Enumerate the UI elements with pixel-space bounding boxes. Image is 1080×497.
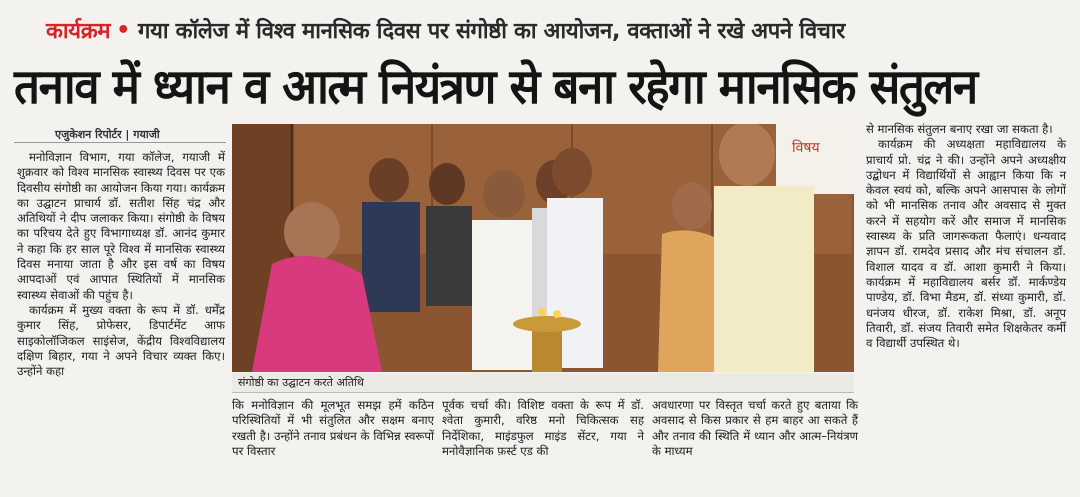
event-photo [232, 124, 854, 372]
paragraph: पूर्वक चर्चा की। विशिष्ट वक्ता के रूप में डॉ. श्वेता कुमारी, वरिष्ठ मनो चिकित्सक सह निर्देशिका, माइंडफुल माइंड सेंटर, गया ने मनोवैज्ञानिक फ़र्स्ट एड की [442, 398, 644, 458]
photo-illustration [232, 124, 854, 372]
paragraph: मनोविज्ञान विभाग, गया कॉलेज, गयाजी में शुक्रवार को विश्व मानसिक स्वास्थ्य दिवस पर एक दिवसीय संगोष्ठी का आयोजन किया गया। कार्यक्रम का उद्घाटन प्राचार्य डॉ. सतीश सिंह चंद्र और अतिथियों ने दीप जलाकर किया। संगोष्ठी के विषय का परिचय देते हुए विभागाध्यक्ष डॉ. आनंद कुमार ने कहा कि हर साल पूरे विश्व में मानसिक स्वास्थ्य दिवस मनाया जाता है और इस वर्ष का विषय आपदाओं एवं आपात स्थितियों में मानसिक स्वास्थ्य सेवाओं की पहुंच है। [17, 150, 225, 302]
paragraph: कार्यक्रम में मुख्य वक्ता के रूप में डॉ. धर्मेंद्र कुमार सिंह, प्रोफेसर, डिपार्टमेंट आफ साइकोलॉजिकल साइंसेज, केंद्रीय विश्वविद्यालय दक्षिण बिहार, गया ने अपने विचार व्यक्त किए। उन्होंने कहा [17, 302, 225, 379]
paragraph: अवधारणा पर विस्तृत चर्चा करते हुए बताया कि अवसाद से किस प्रकार से हम बाहर आ सकते हैं और तनाव की स्थिति में ध्यान और आत्म–नियंत्रण के माध्यम [652, 398, 858, 458]
byline: एजुकेशन रिपोर्टर | गयाजी [55, 128, 160, 141]
headline: तनाव में ध्यान व आत्म नियंत्रण से बना रहेगा मानसिक संतुलन [14, 59, 977, 115]
article-column-2 [232, 398, 434, 459]
article-column-1 [17, 150, 225, 379]
category-label: कार्यक्रम [46, 19, 111, 44]
paragraph: कि मनोविज्ञान की मूलभूत समझ हमें कठिन परिस्थितियों में भी संतुलित और सक्षम बनाए रखती है। उन्होंने तनाव प्रबंधन के विभिन्न स्वरूपों पर विस्तार [232, 398, 434, 458]
paragraph: कार्यक्रम की अध्यक्षता महाविद्यालय के प्राचार्य प्रो. चंद्र ने की। उन्होंने अपने अध्यक्षीय उद्बोधन में विद्यार्थियों से आह्वान किया कि न केवल स्वयं को, बल्कि अपने आसपास के लोगों को भी मानसिक तनाव और अवसाद से मुक्त करने में सहयोग करें और समाज में मानसिक स्वास्थ्य के प्रति जागरूकता फैलाएं। धन्यवाद ज्ञापन डॉ. रामदेव प्रसाद और मंच संचालन डॉ. विशाल यादव व डॉ. आशा कुमारी ने किया। कार्यक्रम में महाविद्यालय बर्सर डॉ. मार्कण्डेय पाण्डेय, डॉ. विभा मैडम, डॉ. संध्या कुमारी, डॉ. धनंजय धीरज, डॉ. राकेश मिश्रा, डॉ. अनूप तिवारी, डॉ. संजय तिवारी समेत शिक्षकेतर कर्मी व विद्यार्थी उपस्थित थे। [866, 137, 1066, 351]
kicker-line [46, 14, 1066, 46]
byline-divider [14, 142, 226, 143]
article-column-3 [442, 398, 644, 459]
bullet-icon: • [116, 17, 130, 43]
paragraph: से मानसिक संतुलन बनाए रखा जा सकता है। [866, 122, 1053, 136]
banner-text: विषय [792, 140, 820, 156]
photo-caption: संगोष्ठी का उद्घाटन करते अतिथि [232, 373, 854, 393]
article-column-4 [652, 398, 858, 459]
subheadline: गया कॉलेज में विश्व मानसिक दिवस पर संगोष्ठी का आयोजन, वक्ताओं ने रखे अपने विचार [137, 19, 845, 44]
article-column-5 [866, 122, 1066, 351]
